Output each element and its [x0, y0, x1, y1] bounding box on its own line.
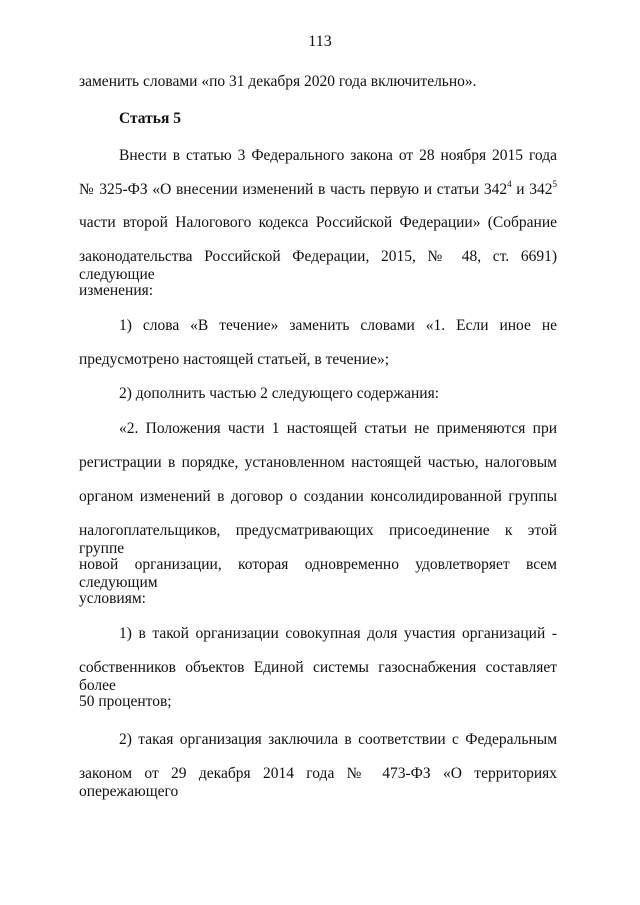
- quoted-paragraph-line: условиям:: [79, 590, 146, 607]
- list-item-line: 1) слова «В течение» заменить словами «1. Если иное не: [119, 317, 557, 334]
- paragraph-line: Внести в статью 3 Федерального закона от 28 ноября 2015 года: [119, 147, 557, 164]
- condition-line: законом от 29 декабря 2014 года № 473-ФЗ «О территориях опережающего: [79, 765, 557, 800]
- article-heading: Статья 5: [119, 110, 181, 127]
- quoted-paragraph-line: органом изменений в договор о создании консолидированной группы: [79, 488, 557, 505]
- paragraph-line: изменения:: [79, 282, 154, 299]
- quoted-paragraph-line: «2. Положения части 1 настоящей статьи не применяются при: [119, 420, 557, 437]
- list-item-line: предусмотрено настоящей статьей, в течение»;: [79, 351, 390, 368]
- text-fragment: и 342: [511, 181, 553, 198]
- text-line: заменить словами «по 31 декабря 2020 года включительно».: [79, 73, 477, 90]
- paragraph-line-with-superscripts: [79, 178, 558, 199]
- condition-line: собственников объектов Единой системы газоснабжения составляет более: [79, 659, 557, 694]
- quoted-paragraph-line: регистрации в порядке, установленном настоящей частью, налоговым: [79, 454, 557, 471]
- list-item-line: 2) дополнить частью 2 следующего содержания:: [119, 385, 440, 402]
- condition-line: 50 процентов;: [79, 693, 172, 710]
- superscript: 5: [552, 178, 558, 189]
- text-fragment: № 325-ФЗ «О внесении изменений в часть первую и статьи 342: [79, 181, 508, 198]
- paragraph-line: части второй Налогового кодекса Российской Федерации» (Собрание: [79, 214, 557, 231]
- quoted-paragraph-line: новой организации, которая одновременно удовлетворяет всем следующим: [79, 556, 557, 591]
- superscript: 4: [507, 178, 512, 189]
- condition-line: 1) в такой организации совокупная доля участия организаций -: [119, 625, 557, 642]
- paragraph-line: законодательства Российской Федерации, 2015, № 48, ст. 6691) следующие: [79, 248, 557, 283]
- page-number: 113: [308, 33, 332, 50]
- quoted-paragraph-line: налогоплательщиков, предусматривающих присоединение к этой группе: [79, 522, 557, 557]
- condition-line: 2) такая организация заключила в соответствии с Федеральным: [119, 731, 557, 748]
